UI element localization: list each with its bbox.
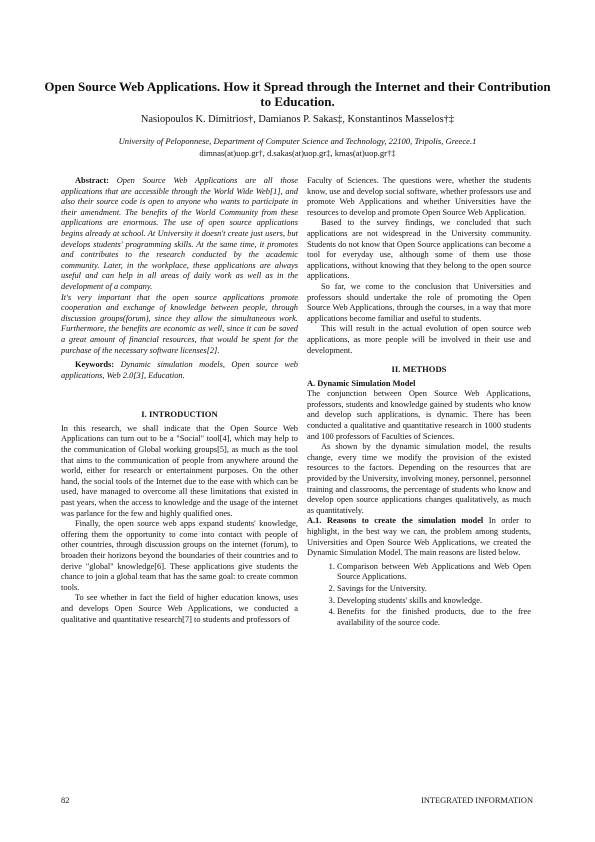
abstract-text-1: Open Source Web Applications are all those applications that are accessible through the World Wide Web[1], and also their source code is open to anyone who wants to participate in their amendment. The benefits of the World Community from these applications are enormous. The use of open source applications begins already at school. At University it doesn't create just users, but develops students' programming skills. At the same time, it promotes and contributes to the research conducted by the academic community. Later, in the workplace, these applications are always useful and can help in all areas of daily work as well as in the development of a company. xyxy=(61,176,299,291)
journal-name: INTEGRATED INFORMATION xyxy=(421,796,533,805)
section-heading-introduction: I. INTRODUCTION xyxy=(141,409,218,420)
reasons-text: In order to highlight, in the best way we can, the problem among students, Universities and Open Source Web Applications, we created the Dynamic Simulation Model. The main reasons are listed below. xyxy=(307,516,531,558)
author-emails: dimnas(at)uop.gr†, d.sakas(at)uop.gr‡, kmas(at)uop.gr†‡ xyxy=(199,148,396,158)
keywords-label: Keywords: xyxy=(75,360,115,370)
reasons-paragraph xyxy=(307,516,531,558)
author-list: Nasiopoulos K. Dimitrios†, Damianos P. Sakas‡, Konstantinos Masselos†‡ xyxy=(140,114,455,125)
right-column xyxy=(307,176,531,629)
subsection-heading-reasons: A.1. Reasons to create the simulation model xyxy=(307,516,484,526)
keywords-paragraph xyxy=(61,360,298,381)
methods-paragraph-1: The conjunction between Open Source Web Applications, professors, students and knowledge gained by students who know and develop such applications, is dynamic. There has been conducted a qualitative and quantitative research in 1000 students and 100 professors of Faculties of Sciences. xyxy=(307,389,531,441)
list-item: 3. Developing students' skills and knowledge. xyxy=(337,596,531,607)
paper-title: Open Source Web Applications. How it Spread through the Internet and their Contribution to Education. xyxy=(44,79,551,109)
intro-paragraph-1: In this research, we shall indicate that the Open Source Web Applications can turn out to be a "Social" tool[4], which may help to the communication of Global working groups[5], as much as the tool that aims to the communication of people from anywhere around the world, either for research or entertainment purposes. On the other hand, the social tools of the Internet due to the ease with which can be used, have managed to overcome all these limitations that existed in past years, when the access to knowledge and the usage of the internet was parlance for the few and highly qualified ones. xyxy=(61,423,298,518)
author-affiliation: University of Peloponnese, Department of Computer Science and Technology, 22100, Tripolis, Greece.1 xyxy=(118,136,477,146)
subsection-heading-dynamic-model: A. Dynamic Simulation Model xyxy=(307,378,416,388)
left-column xyxy=(61,176,298,625)
abstract-paragraph xyxy=(61,176,298,293)
conclusion-paragraph: So far, we come to the conclusion that Universities and professors should undertake the role of promoting the Open Source Web Applications, through the courses, in a way that more applications become familiar and useful to students. xyxy=(307,281,531,323)
keywords-text: Dynamic simulation models, Open source web applications, Web 2.0[3], Education. xyxy=(61,360,298,380)
list-item: 1. Comparison between Web Applications and Web Open Source Applications. xyxy=(337,562,531,583)
methods-paragraph-2: As shown by the dynamic simulation model, the results change, every time we modify the provision of the existed resources to the factors. Depending on the resources that are provided by the University, involving money, personnel, personnel training and classrooms, the percentage of students who know and develop open source applications changes qualitatively, as much as quantitatively. xyxy=(307,442,531,515)
page-number: 82 xyxy=(61,796,70,805)
findings-paragraph: Based to the survey findings, we concluded that such applications are not widespread in the University community. Students do not know that Open Source applications can become a tool for everyday use, although some of them use those applications, without knowing that they belong to the open source applications. xyxy=(307,218,531,281)
intro-paragraph-2: Finally, the open source web apps expand students' knowledge, offering them the opportunity to come into contact with people of other countries, through discussion groups on the internet (forum), to broaden their horizons beyond the boundaries of their countries and to derive "global" knowledge[6]. These applications give students the chance to join a global team that has the same goal: to create common tools. xyxy=(61,519,298,592)
section-heading-methods: II. METHODS xyxy=(391,364,447,375)
result-paragraph: This will result in the actual evolution of open source web applications, as more people will be involved in their use and development. xyxy=(307,324,531,355)
reasons-list xyxy=(307,562,531,629)
list-item: 4. Benefits for the finished products, due to the free availability of the source code. xyxy=(337,607,531,628)
intro-paragraph-3: To see whether in fact the field of higher education knows, uses and develops Open Source Web Applications, we conducted a qualitative and quantitative research[7] to students and professors of xyxy=(61,593,298,624)
abstract-text-2: It's very important that the open source applications promote cooperation and exchange of knowledge between people, through discussion groups(forum), since they allow the simultaneous work. Furthermore, the benefits are economic as well, since it can be saved a great amount of financial resources, that would be spent for the purchase of the necessary software licenses[2]. xyxy=(61,292,298,355)
list-item: 2. Savings for the University. xyxy=(337,584,531,595)
intro-continued-paragraph: Faculty of Sciences. The questions were, whether the students know, use and develop social software, whether professors use and promote Web Applications and whether Universities have the resources to develop and promote Open Source Web Application. xyxy=(307,176,531,217)
abstract-label: Abstract: xyxy=(75,176,109,185)
